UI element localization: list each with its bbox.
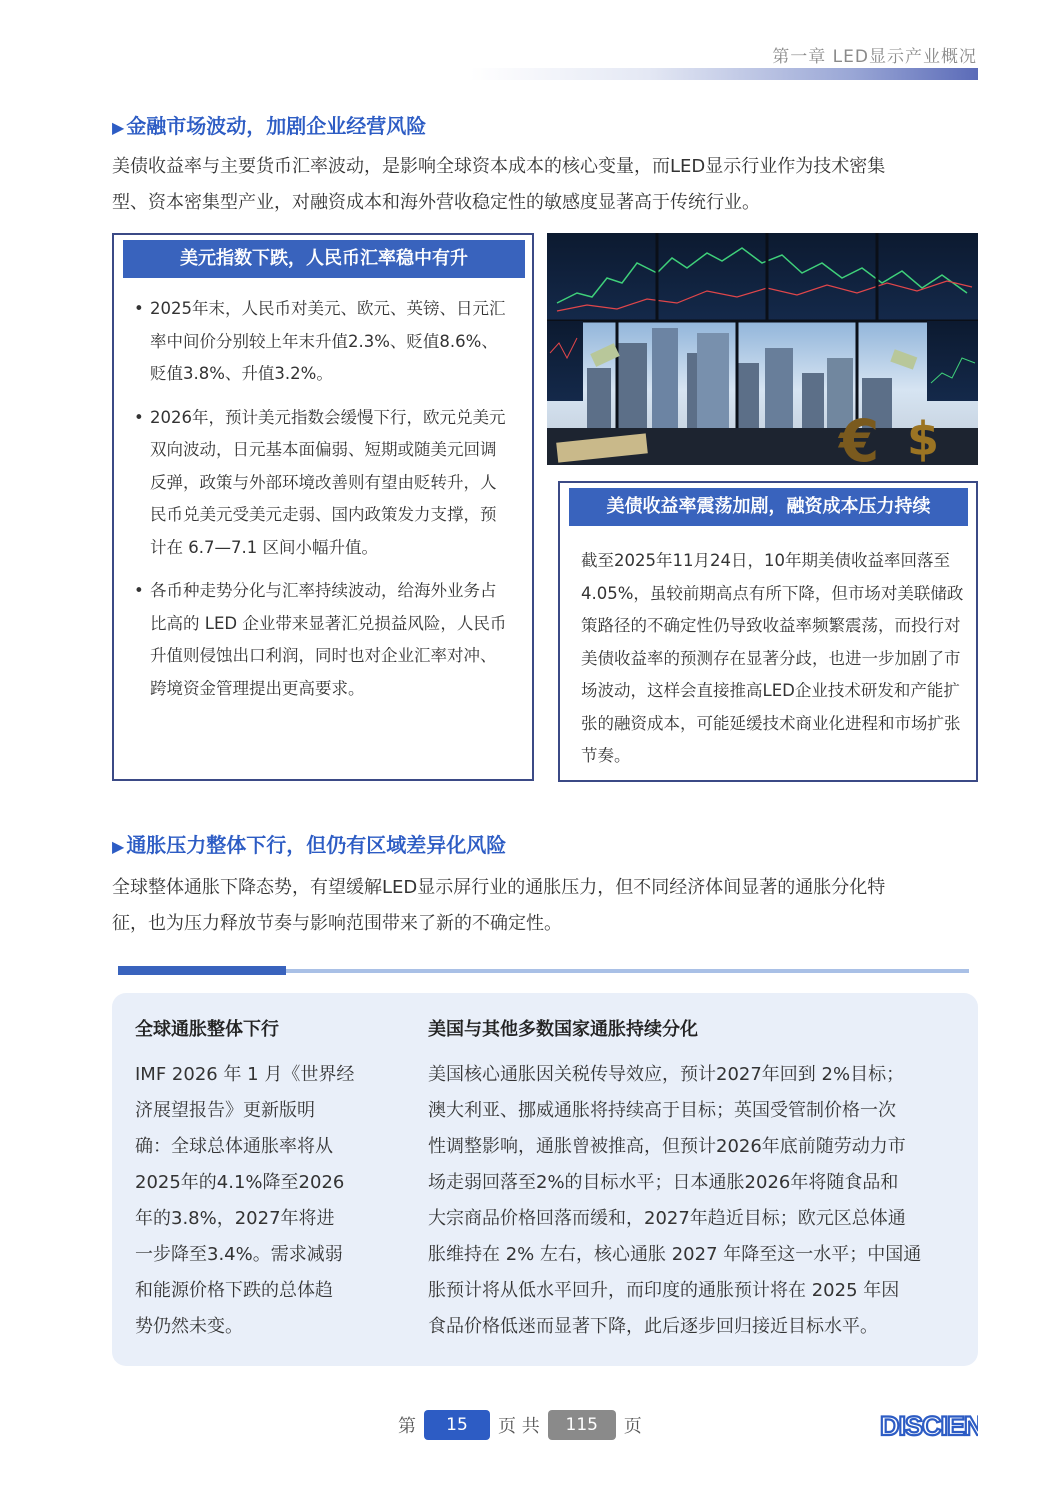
panel-left-title: 全球通胀整体下行 <box>135 1019 279 1040</box>
header-gradient-bar <box>470 68 978 80</box>
box-body: 截至2025年11月24日，10年期美债收益率回落至4.05%，虽较前期高点有所下降，但市场对美联储政策路径的不确定性仍导致收益率频繁震荡，而投行对美债收益率的预测存在显著分歧，也进一步加剧了市场波动，这样会直接推高LED企业技术研发和产能扩张的融资成本，可能延缓技术商业化进程和市场扩张节奏。 <box>581 551 964 765</box>
inflation-panel <box>112 993 978 1366</box>
dollar-symbol-icon: $ <box>907 412 940 465</box>
treasury-yield-box <box>558 481 978 782</box>
box-title: 美元指数下跌，人民币汇率稳中有升 <box>123 240 525 278</box>
paragraph-line: 美债收益率与主要货币汇率波动，是影响全球资本成本的核心变量，而LED显示行业作为技术密集 <box>112 156 886 177</box>
paragraph-line: 全球整体通胀下降态势，有望缓解LED显示屏行业的通胀压力，但不同经济体间显著的通胀分化特 <box>112 877 886 898</box>
box-title: 美债收益率震荡加剧，融资成本压力持续 <box>569 488 968 526</box>
bullet-item: • 各币种走势分化与汇率持续波动，给海外业务占比高的 LED 企业带来显著汇兑损益风险，人民币升值则侵蚀出口利润，同时也对企业汇率对冲、跨境资金管理提出更高要求。 <box>132 575 512 705</box>
logo-text: DISCIEN <box>880 1411 978 1440</box>
trading-room-photo <box>547 233 978 465</box>
panel-line: 年的3.8%，2027年将进 <box>135 1208 335 1229</box>
footer-middle: 页 共 <box>498 1416 540 1437</box>
panel-right-title: 美国与其他多数国家通胀持续分化 <box>428 1019 698 1040</box>
panel-line: 济展望报告》更新版明 <box>135 1100 315 1121</box>
panel-line: 美国核心通胀因关税传导效应，预计2027年回到 2%目标； <box>428 1064 905 1085</box>
section-paragraph <box>112 870 978 942</box>
panel-line: 澳大利亚、挪威通胀将持续高于目标；英国受管制价格一次 <box>428 1100 896 1121</box>
panel-line: 大宗商品价格回落而缓和，2027年趋近目标；欧元区总体通 <box>428 1208 906 1229</box>
paragraph-line: 型、资本密集型产业，对融资成本和海外营收稳定性的敏感度显著高于传统行业。 <box>112 192 760 213</box>
section-heading-inflation <box>112 829 506 858</box>
bullet-list <box>132 293 512 716</box>
panel-line: 一步降至3.4%。需求减弱 <box>135 1244 343 1265</box>
bullet-item: • 2025年末，人民币对美元、欧元、英镑、日元汇率中间价分别较上年末升值2.3%、贬值8.6%、贬值3.8%、升值3.2%。 <box>132 293 512 391</box>
chapter-title: 第一章 LED显示产业概况 <box>772 47 977 67</box>
footer-suffix: 页 <box>623 1416 642 1437</box>
euro-symbol-icon: € <box>839 407 880 465</box>
panel-line: IMF 2026 年 1 月《世界经 <box>135 1064 355 1085</box>
paragraph-line: 征，也为压力释放节奏与影响范围带来了新的不确定性。 <box>112 913 562 934</box>
section-heading-text: 通胀压力整体下行，但仍有区域差异化风险 <box>126 833 507 857</box>
panel-line: 食品价格低迷而显著下降，此后逐步回归接近目标水平。 <box>428 1316 878 1337</box>
panel-line: 确：全球总体通胀率将从 <box>135 1136 333 1157</box>
triangle-bullet-icon: ▶ <box>112 118 125 137</box>
panel-left-body <box>135 1057 395 1345</box>
current-page-number: 15 <box>424 1410 490 1440</box>
panel-line: 和能源价格下跌的总体趋 <box>135 1280 333 1301</box>
discien-logo <box>880 1408 978 1440</box>
panel-line: 胀预计将从低水平回升，而印度的通胀预计将在 2025 年因 <box>428 1280 900 1301</box>
section-heading-text: 金融市场波动，加剧企业经营风险 <box>126 114 427 138</box>
panel-line: 势仍然未变。 <box>135 1316 243 1337</box>
footer-prefix: 第 <box>398 1416 416 1437</box>
panel-line: 性调整影响，通胀曾被推高，但预计2026年底前随劳动力市 <box>428 1136 906 1157</box>
trading-room-photo-icon <box>547 233 978 465</box>
bullet-item: • 2026年，预计美元指数会缓慢下行，欧元兑美元双向波动，日元基本面偏弱、短期或随美元回调反弹，政策与外部环境改善则有望由贬转升，人民币兑美元受美元走弱、国内政策发力支撑，预计在 6.7—7.1 区间小幅升值。 <box>132 402 512 565</box>
section-paragraph <box>112 149 978 221</box>
panel-line: 场走弱回落至2%的目标水平；日本通胀2026年将随食品和 <box>428 1172 899 1193</box>
page-footer <box>398 1410 642 1440</box>
triangle-bullet-icon: ▶ <box>112 837 125 856</box>
panel-line: 2025年的4.1%降至2026 <box>135 1172 345 1193</box>
section-heading-finance <box>112 110 426 139</box>
panel-line: 胀维持在 2% 左右，核心通胀 2027 年降至这一水平；中国通 <box>428 1244 922 1265</box>
divider-accent <box>118 966 286 975</box>
usd-index-box <box>112 233 534 781</box>
panel-right-body <box>428 1057 968 1345</box>
total-pages-number: 115 <box>548 1410 616 1440</box>
